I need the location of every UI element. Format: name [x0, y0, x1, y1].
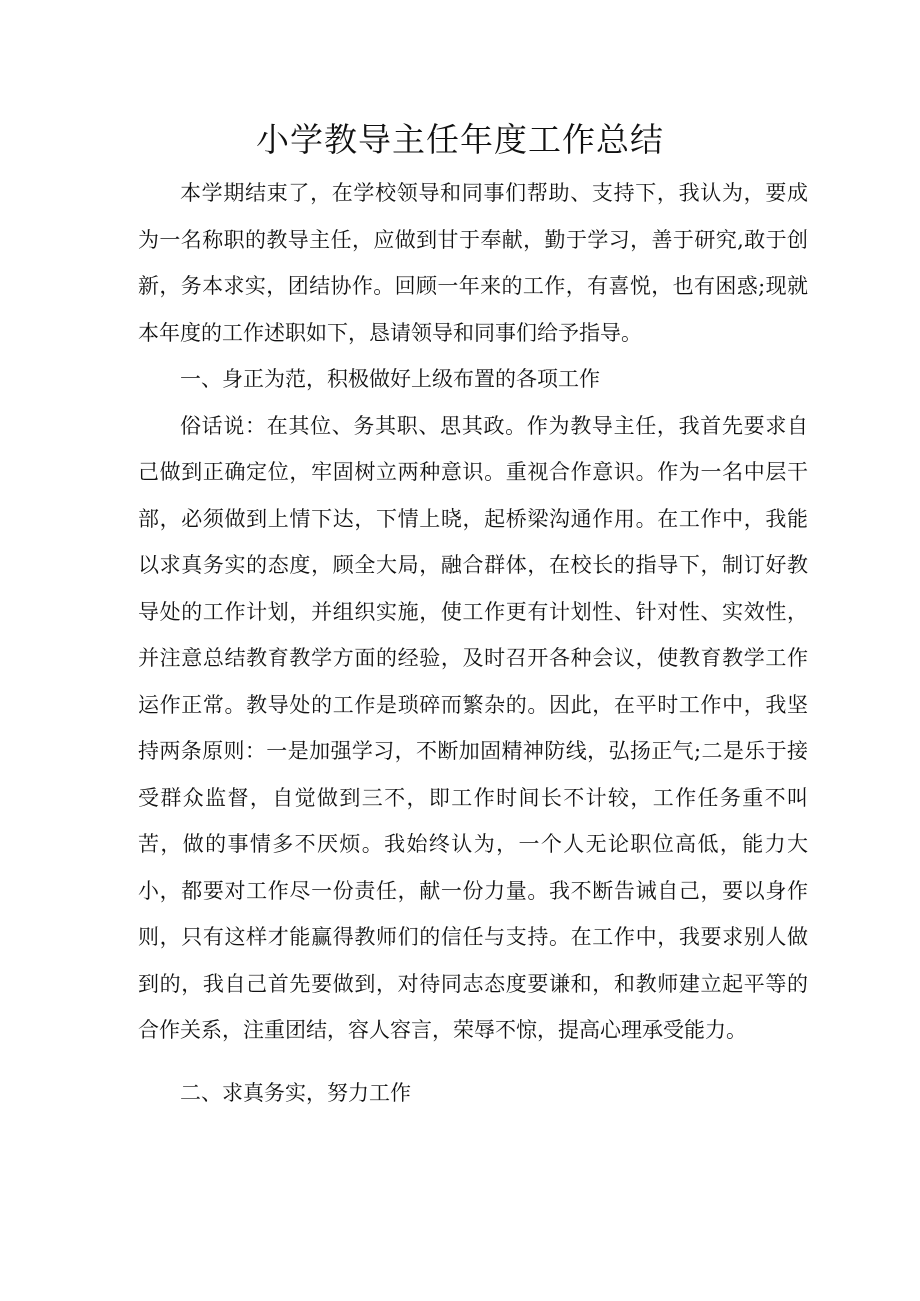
section-1-paragraph: 俗话说：在其位、务其职、思其政。作为教导主任，我首先要求自己做到正确定位，牢固树立两种意识。重视合作意识。作为一名中层干部，必须做到上情下达，下情上晓，起桥梁沟通作用。在工作中，我能以求真务实的态度，顾全大局，融合群体，在校长的指导下，制订好教导处的工作计划，并组织实施，使工作更有计划性、针对性、实效性，并注意总结教育教学方面的经验，及时召开各种会议，使教育教学工作运作正常。教导处的工作是琐碎而繁杂的。因此，在平时工作中，我坚持两条原则：一是加强学习，不断加固精神防线，弘扬正气;二是乐于接受群众监督，自觉做到三不，即工作时间长不计较，工作任务重不叫苦，做的事情多不厌烦。我始终认为，一个人无论职位高低，能力大小，都要对工作尽一份责任，献一份力量。我不断告诫自己，要以身作则，只有这样才能赢得教师们的信任与支持。在工作中，我要求别人做到的，我自己首先要做到，对待同志态度要谦和，和教师建立起平等的合作关系，注重团结，容人容言，荣辱不惊，提高心理承受能力。 [138, 413, 808, 1042]
document-body [138, 170, 808, 1116]
intro-paragraph: 本学期结束了，在学校领导和同事们帮助、支持下，我认为，要成为一名称职的教导主任，应做到甘于奉献，勤于学习，善于研究,敢于创新，务本求实，团结协作。回顾一年来的工作，有喜悦，也有困惑;现就本年度的工作述职如下，恳请领导和同事们给予指导。 [138, 181, 808, 345]
document-title: 小学教导主任年度工作总结 [256, 120, 664, 159]
section-2-heading: 二、求真务实，努力工作 [180, 1080, 411, 1105]
section-1-heading: 一、身正为范，积极做好上级布置的各项工作 [180, 367, 600, 391]
